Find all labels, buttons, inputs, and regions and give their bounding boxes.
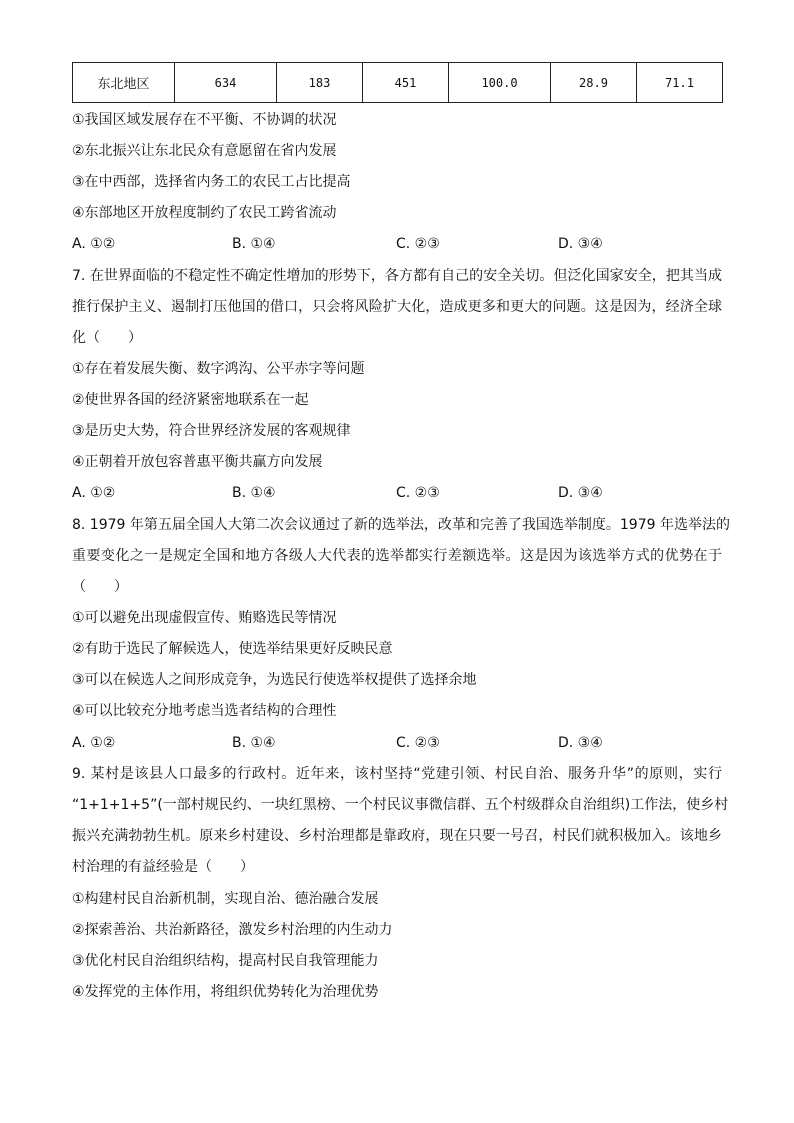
- table-cell: 451: [363, 63, 449, 103]
- q7-option-c[interactable]: C. ②③: [396, 485, 440, 501]
- q7-item-2: ②使世界各国的经济紧密地联系在一起: [72, 392, 309, 408]
- q8-item-3: ③可以在候选人之间形成竞争，为选民行使选举权提供了选择余地: [72, 672, 477, 688]
- table-row: [73, 63, 723, 103]
- q6-item-2: ②东北振兴让东北民众有意愿留在省内发展: [72, 143, 337, 159]
- q7-stem-line-1: 7. 在世界面临的不稳定性不确定性增加的形势下，各方都有自己的安全关切。但泛化国家安全，把其当成: [72, 268, 722, 284]
- q6-option-a[interactable]: A. ①②: [72, 236, 116, 252]
- q8-item-1: ①可以避免出现虚假宣传、贿赂选民等情况: [72, 610, 337, 626]
- q6-option-d[interactable]: D. ③④: [558, 236, 603, 252]
- q9-item-3: ③优化村民自治组织结构，提高村民自我管理能力: [72, 953, 379, 969]
- q7-stem-line-2: 推行保护主义、遏制打压他国的借口，只会将风险扩大化，造成更多和更大的问题。这是因为，经济全球: [72, 299, 722, 315]
- q9-item-1: ①构建村民自治新机制，实现自治、德治融合发展: [72, 891, 379, 907]
- q9-stem-line-4: 村治理的有益经验是（ ）: [72, 859, 254, 875]
- table-cell: 71.1: [637, 63, 723, 103]
- q7-option-b[interactable]: B. ①④: [232, 485, 276, 501]
- table-cell: 100.0: [449, 63, 551, 103]
- q8-item-2: ②有助于选民了解候选人，使选举结果更好反映民意: [72, 641, 393, 657]
- q8-item-4: ④可以比较充分地考虑当选者结构的合理性: [72, 703, 337, 719]
- q7-item-3: ③是历史大势，符合世界经济发展的客观规律: [72, 423, 351, 439]
- q6-option-c[interactable]: C. ②③: [396, 236, 440, 252]
- q7-option-d[interactable]: D. ③④: [558, 485, 603, 501]
- q6-item-1: ①我国区域发展存在不平衡、不协调的状况: [72, 112, 337, 128]
- q9-item-2: ②探索善治、共治新路径，激发乡村治理的内生动力: [72, 922, 393, 938]
- q7-stem-line-3: 化（ ）: [72, 330, 142, 346]
- data-table: [72, 62, 723, 103]
- q8-option-c[interactable]: C. ②③: [396, 735, 440, 751]
- q9-item-4: ④发挥党的主体作用，将组织优势转化为治理优势: [72, 984, 379, 1000]
- q8-stem-line-3: （ ）: [72, 579, 128, 595]
- table-cell-region: 东北地区: [73, 63, 175, 103]
- q9-stem-line-3: 振兴充满勃勃生机。原来乡村建设、乡村治理都是靠政府，现在只要一号召，村民们就积极加入。该地乡: [72, 828, 722, 844]
- table-cell: 634: [175, 63, 277, 103]
- q8-stem-line-1: 8. 1979 年第五届全国人大第二次会议通过了新的选举法，改革和完善了我国选举制度。1979 年选举法的: [72, 517, 730, 533]
- q7-options: [72, 483, 732, 503]
- q9-stem-line-1: 9. 某村是该县人口最多的行政村。近年来，该村坚持“党建引领、村民自治、服务升华”的原则，实行: [72, 766, 722, 782]
- q7-item-4: ④正朝着开放包容普惠平衡共赢方向发展: [72, 454, 323, 470]
- q7-option-a[interactable]: A. ①②: [72, 485, 116, 501]
- q7-item-1: ①存在着发展失衡、数字鸿沟、公平赤字等问题: [72, 361, 365, 377]
- q8-option-a[interactable]: A. ①②: [72, 735, 116, 751]
- q6-options: [72, 234, 732, 254]
- q6-option-b[interactable]: B. ①④: [232, 236, 276, 252]
- q8-stem-line-2: 重要变化之一是规定全国和地方各级人大代表的选举都实行差额选举。这是因为该选举方式的优势在于: [72, 548, 722, 564]
- q6-item-4: ④东部地区开放程度制约了农民工跨省流动: [72, 205, 337, 221]
- table-cell: 28.9: [551, 63, 637, 103]
- q8-option-d[interactable]: D. ③④: [558, 735, 603, 751]
- table-cell: 183: [277, 63, 363, 103]
- q8-options: [72, 733, 732, 753]
- q8-option-b[interactable]: B. ①④: [232, 735, 276, 751]
- q9-stem-line-2: “1+1+1+5”(一部村规民约、一块红黑榜、一个村民议事微信群、五个村级群众自治组织)工作法，使乡村: [72, 797, 729, 813]
- q6-item-3: ③在中西部，选择省内务工的农民工占比提高: [72, 174, 351, 190]
